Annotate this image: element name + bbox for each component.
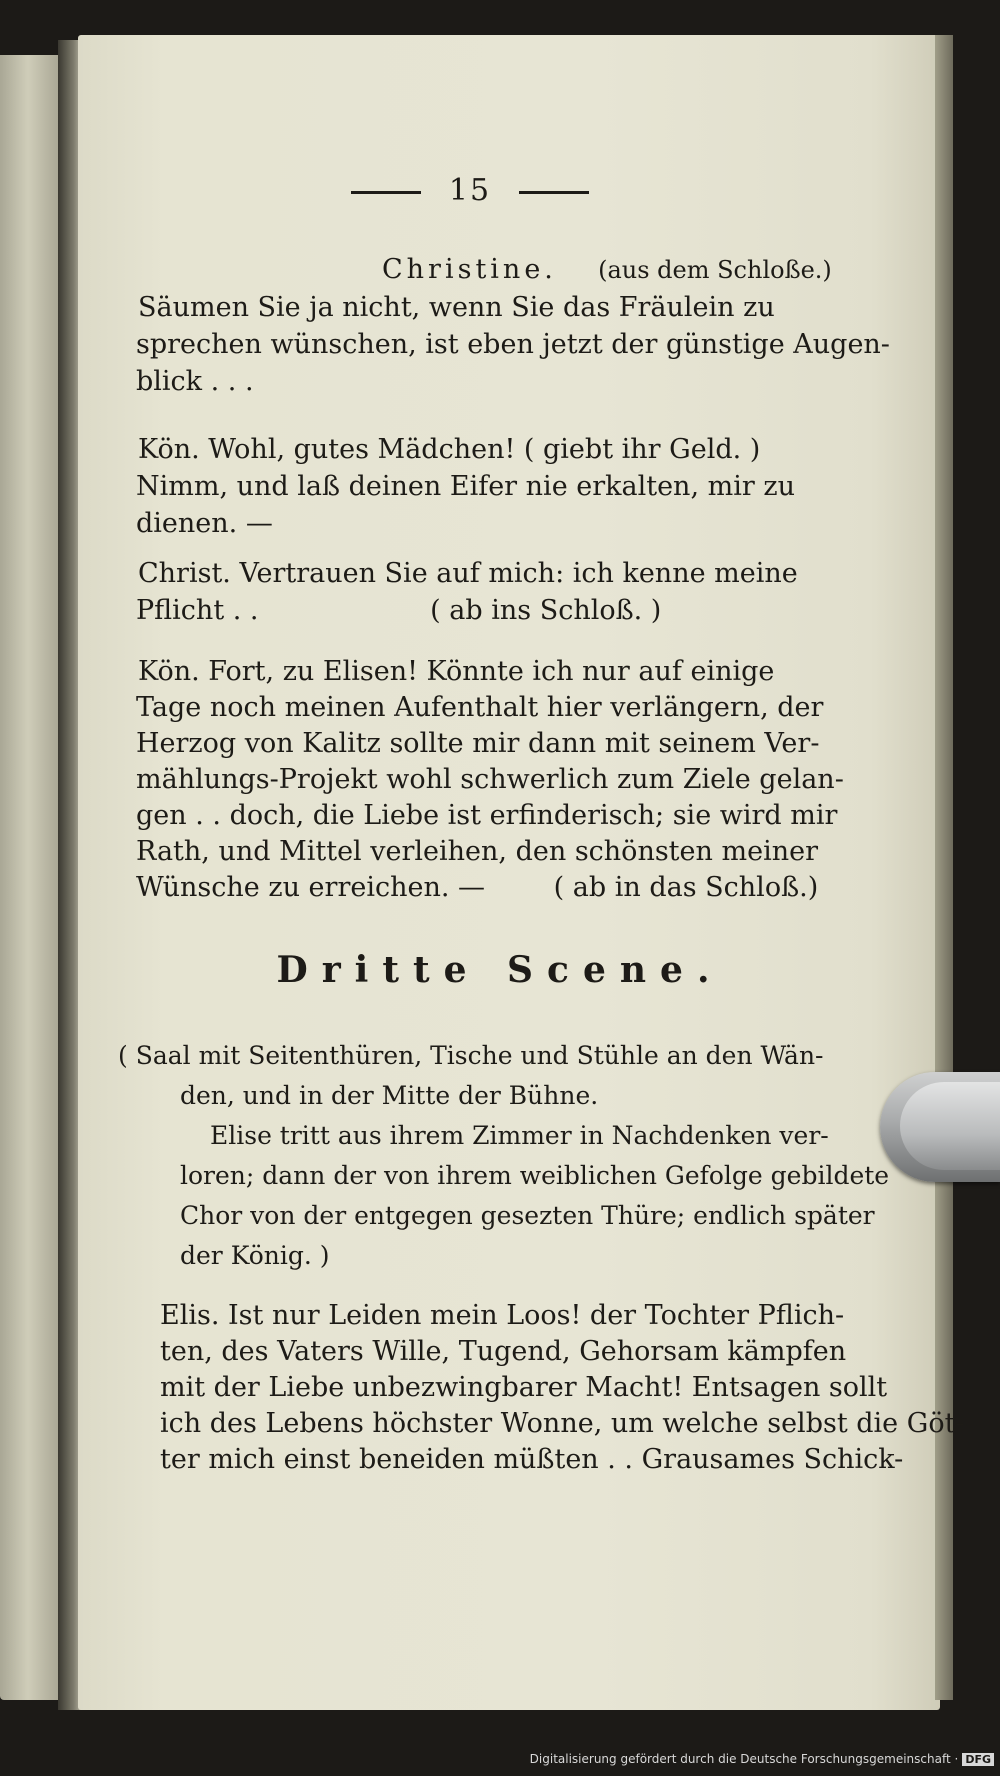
page-number-dash-left <box>351 191 421 194</box>
text-line: sprechen wünschen, ist eben jetzt der günstige Augen- <box>136 329 890 360</box>
credit-text: Digitalisierung gefördert durch die Deutsche Forschungsgemeinschaft · <box>529 1752 959 1766</box>
text-line: Tage noch meinen Aufenthalt hier verlängern, der <box>136 692 824 723</box>
page-number-value: 15 <box>448 173 492 208</box>
digitization-credit <box>0 1752 994 1766</box>
page-number <box>320 173 620 209</box>
text-line: ( Saal mit Seitenthüren, Tische und Stühle an den Wän- <box>118 1041 824 1070</box>
text-line: Säumen Sie ja nicht, wenn Sie das Fräulein zu <box>138 292 775 323</box>
text-line: Christ. Vertrauen Sie auf mich: ich kenne meine <box>138 558 798 589</box>
text-line: der König. ) <box>180 1241 330 1270</box>
speaker-line <box>382 252 832 288</box>
text-line: ich des Lebens höchster Wonne, um welche selbst die Göt- <box>160 1408 965 1439</box>
text-line: Kön. Wohl, gutes Mädchen! ( giebt ihr Geld. ) <box>138 434 761 465</box>
text-line: Rath, und Mittel verleihen, den schönsten meiner <box>136 836 818 867</box>
text-line: Pflicht . . ( ab ins Schloß. ) <box>136 595 662 626</box>
text-line: mählungs-Projekt wohl schwerlich zum Ziele gelan- <box>136 764 844 795</box>
previous-page-edge <box>0 55 62 1700</box>
stage-note: (aus dem Schloße.) <box>598 256 832 284</box>
text-line: Nimm, und laß deinen Eifer nie erkalten, mir zu <box>136 471 795 502</box>
text-line: blick . . . <box>136 366 254 397</box>
text-line: Chor von der entgegen gesezten Thüre; endlich später <box>180 1201 875 1230</box>
text-line: ter mich einst beneiden müßten . . Grausames Schick- <box>160 1444 904 1475</box>
text-line: loren; dann der von ihrem weiblichen Gefolge gebildete <box>180 1161 890 1190</box>
text-line: Elis. Ist nur Leiden mein Loos! der Tochter Pflich- <box>160 1300 845 1331</box>
scene-heading: Dritte Scene. <box>276 949 724 991</box>
page-number-dash-right <box>519 191 589 194</box>
text-line: ten, des Vaters Wille, Tugend, Gehorsam kämpfen <box>160 1336 847 1367</box>
text-line: dienen. — <box>136 508 273 539</box>
text-line: den, und in der Mitte der Bühne. <box>180 1081 599 1110</box>
text-line: Kön. Fort, zu Elisen! Könnte ich nur auf einige <box>138 656 775 687</box>
text-line: gen . . doch, die Liebe ist erfinderisch; sie wird mir <box>136 800 838 831</box>
text-line: Herzog von Kalitz sollte mir dann mit seinem Ver- <box>136 728 820 759</box>
page-stack-edge <box>935 35 953 1700</box>
text-line: Elise tritt aus ihrem Zimmer in Nachdenken ver- <box>210 1121 829 1150</box>
speaker-name: Christine. <box>382 254 557 285</box>
dfg-logo-icon: DFG <box>962 1753 994 1766</box>
page-clip-highlight <box>900 1082 1000 1170</box>
text-line: Wünsche zu erreichen. — ( ab in das Schloß.) <box>136 872 819 903</box>
text-line: mit der Liebe unbezwingbarer Macht! Entsagen sollt <box>160 1372 888 1403</box>
